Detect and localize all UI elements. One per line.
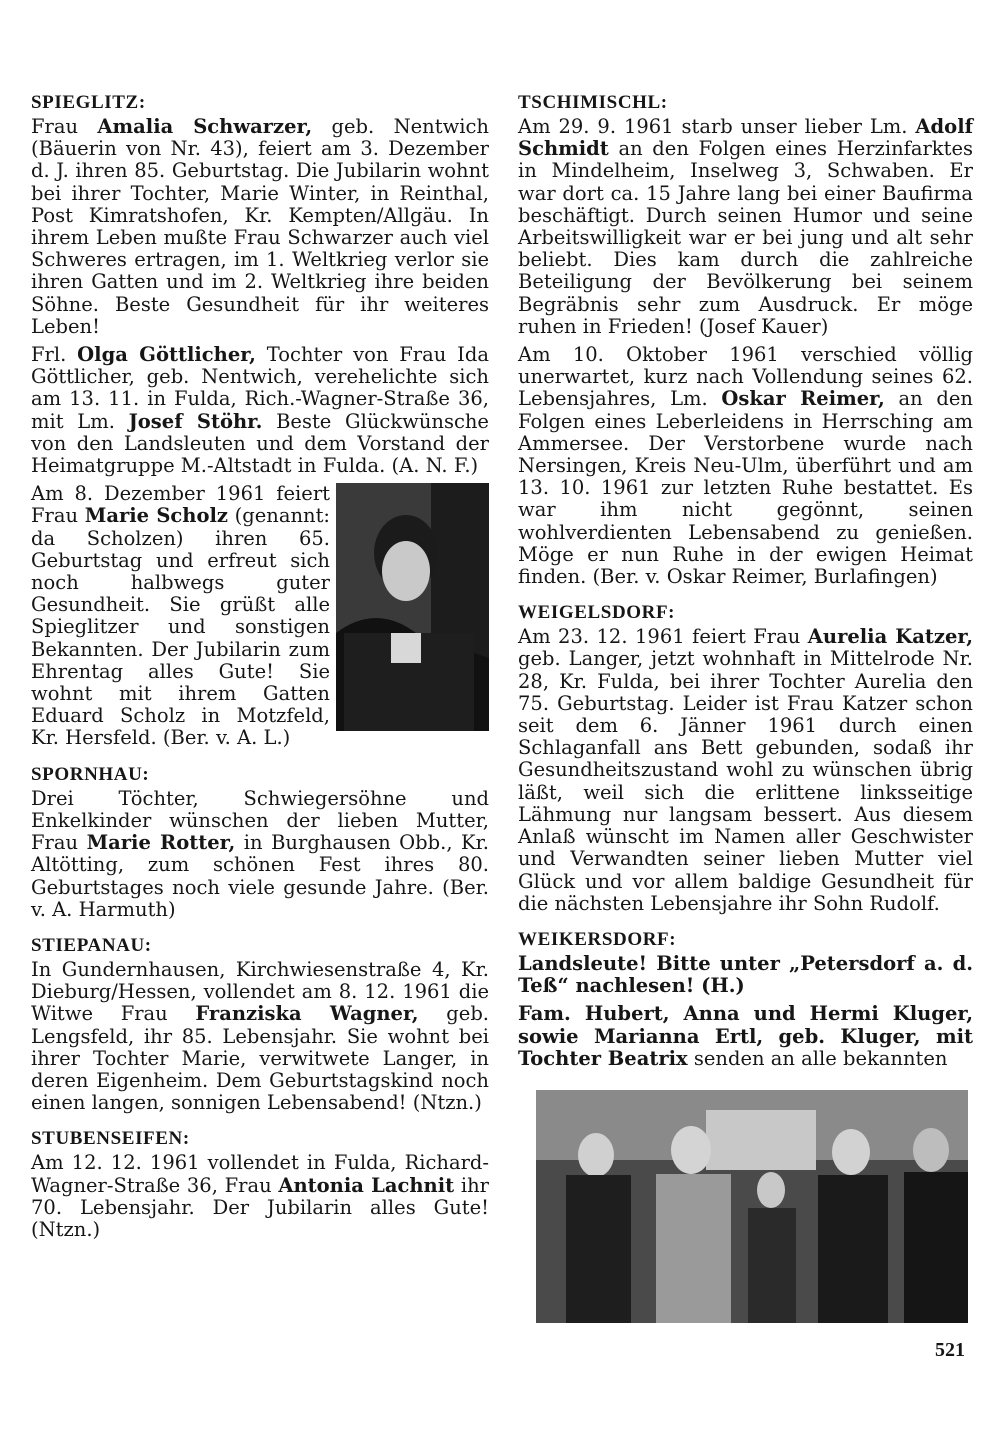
section-heading: WEIGELSDORF: bbox=[518, 602, 676, 624]
section-heading: STIEPANAU: bbox=[31, 934, 152, 956]
section-heading: SPIEGLITZ: bbox=[31, 92, 146, 113]
section-weikersdorf bbox=[518, 929, 973, 1070]
paragraph: Fam. Hubert, Anna und Hermi Kluger, sowie Marianna Ertl, geb. Kluger, mit Tochter Beatrix senden an alle bekannten bbox=[518, 1002, 973, 1070]
section-spornhau bbox=[31, 764, 489, 921]
paragraph: Frl. Olga Göttlicher, Tochter von Frau Ida Göttlicher, geb. Nentwich, verehelichte sich am 13. 11. in Fulda, Rich.-Wagner-Straße 36, mit Lm. Josef Stöhr. Beste Glückwünsche von den Landsleuten und dem Vorstand der Heimatgruppe M.-Altstadt in Fulda. (A. N. F.) bbox=[31, 343, 489, 478]
paragraph: Am 23. 12. 1961 feiert Frau Aurelia Katzer, geb. Langer, jetzt wohnhaft in Mittelrode Nr. 28, Kr. Fulda, bei ihrer Tochter Aurelia den 75. Geburtstag. Leider ist Frau Katzer schon seit dem 6. Jänner 1961 durch einen Schlaganfall ans Bett gebunden, sodaß ihr Gesundheitszustand wohl zu wünschen übrig läßt, weil sich die erlittene linksseitige Lähmung nur langsam bessert. Aus diesem Anlaß wünscht im Namen aller Geschwister und Verwandten seiner lieben Mutter viel Glück und vor allem baldige Gesundheit für die nächsten Lebensjahre ihr Sohn Rudolf. bbox=[518, 625, 973, 915]
section-heading: WEIKERSDORF: bbox=[518, 928, 677, 950]
paragraph: Frau Amalia Schwarzer, geb. Nentwich (Bäuerin von Nr. 43), feiert am 3. Dezember d. J. ihren 85. Geburtstag. Die Jubilarin wohnt bei ihrer Tochter, Marie Winter, in Reinthal, Post Kimratshofen, Kr. Kempten/Allgäu. In ihrem Leben mußte Frau Schwarzer auch viel Schweres ertragen, im 1. Weltkrieg verlor sie ihren Gatten und im 2. Weltkrieg ihre beiden Söhne. Beste Gesundheit für ihr weiteres Leben! bbox=[31, 115, 489, 338]
section-stubenseifen bbox=[31, 1128, 489, 1241]
section-heading: TSCHIMISCHL: bbox=[518, 92, 668, 113]
group-photo-drawing bbox=[536, 1090, 968, 1323]
paragraph: In Gundernhausen, Kirchwiesenstraße 4, Kr. Dieburg/Hessen, vollendet am 8. 12. 1961 die Witwe Frau Franziska Wagner, geb. Lengsfeld, ihr 85. Lebensjahr. Sie wohnt bei ihrer Tochter Marie, verwitwete Langer, in deren Eigenheim. Dem Geburtstagskind noch einen langen, sonnigen Lebensabend! (Ntzn.) bbox=[31, 957, 490, 1115]
paragraph: Drei Töchter, Schwiegersöhne und Enkelkinder wünschen der lieben Mutter, Frau Marie Rotter, in Burghausen Obb., Kr. Altötting, zum schönen Fest ihres 80. Geburtstages noch viele gesunde Jahre. (Ber. v. A. Harmuth) bbox=[31, 786, 489, 921]
left-column bbox=[31, 92, 489, 1255]
group-photo bbox=[536, 1090, 968, 1323]
section-tschimischl bbox=[518, 92, 973, 588]
right-column bbox=[518, 92, 973, 1084]
paragraph: Am 12. 12. 1961 vollendet in Fulda, Richard-Wagner-Straße 36, Frau Antonia Lachnit ihr 70. Lebensjahr. Der Jubilarin alles Gute! (Ntzn.) bbox=[31, 1151, 489, 1241]
section-weigelsdorf bbox=[518, 602, 973, 915]
portrait-photo-drawing bbox=[336, 483, 489, 731]
paragraph: Landsleute! Bitte unter „Petersdorf a. d. Teß“ nachlesen! (H.) bbox=[518, 951, 973, 998]
paragraph: Am 29. 9. 1961 starb unser lieber Lm. Adolf Schmidt an den Folgen eines Herzinfarktes in Mindelheim, Inselweg 3, Schwaben. Er war dort ca. 15 Jahre lang bei einer Baufirma beschäftigt. Durch seinen Humor und seine Arbeitswilligkeit war er bei jung und alt sehr beliebt. Dies kam durch die zahlreiche Beteiligung der Bevölkerung bei seinem Begräbnis sehr zum Ausdruck. Er möge ruhen in Frieden! (Josef Kauer) bbox=[518, 115, 973, 338]
paragraph: Am 10. Oktober 1961 verschied völlig unerwartet, kurz nach Vollendung seines 62. Lebensjahres, Lm. Oskar Reimer, an den Folgen eines Leberleidens in Herrsching am Ammersee. Der Verstorbene wurde nach Nersingen, Kreis Neu-Ulm, überführt und am 13. 10. 1961 zur letzten Ruhe bestattet. Es war ihm nicht gegönnt, seinen wohlverdienten Lebensabend zu genießen. Möge er nun Ruhe in der ewigen Heimat finden. (Ber. v. Oskar Reimer, Burlafingen) bbox=[518, 343, 973, 589]
section-heading: STUBENSEIFEN: bbox=[31, 1128, 190, 1150]
section-spieglitz bbox=[31, 92, 489, 750]
section-stiepanau bbox=[31, 935, 489, 1114]
portrait-photo bbox=[336, 483, 489, 731]
paragraph: Am 8. Dezember 1961 feiert Frau Marie Scholz (genannt: da Scholzen) ihren 65. Geburtstag und erfreut sich noch halbwegs guter Gesundheit. Sie grüßt alle Spieglitzer und sonstigen Bekannten. Der Jubilarin zum Ehrentag alles Gute! Sie wohnt mit ihrem Gatten Eduard Scholz in Motzfeld, Kr. Hersfeld. (Ber. v. A. L.) bbox=[31, 482, 330, 750]
section-heading: SPORNHAU: bbox=[31, 763, 150, 785]
page-number: 521 bbox=[935, 1339, 965, 1361]
